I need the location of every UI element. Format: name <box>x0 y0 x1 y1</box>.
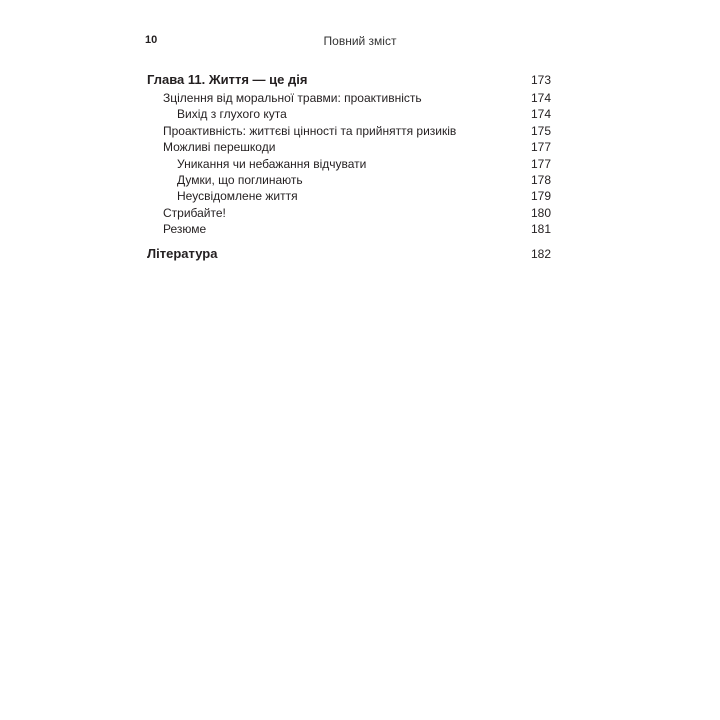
toc-chapter-row <box>147 70 551 90</box>
toc-page-number: 174 <box>530 107 551 122</box>
toc-entry <box>147 205 551 221</box>
toc-entry-title: Думки, що поглинають <box>177 172 303 187</box>
toc-page-number: 179 <box>530 189 551 204</box>
toc-page-number: 181 <box>530 222 551 237</box>
table-of-contents <box>147 70 551 264</box>
toc-entry <box>147 90 551 106</box>
toc-literature-row <box>147 244 551 264</box>
toc-page-number: 177 <box>530 140 551 155</box>
toc-entry <box>147 156 551 172</box>
toc-page-number: 174 <box>530 91 551 105</box>
toc-entry <box>147 188 551 204</box>
toc-entry-title: Можливі перешкоди <box>163 140 276 155</box>
toc-literature-title: Література <box>147 245 218 261</box>
toc-entry-title: Проактивність: життєві цінності та прийняття ризиків <box>163 123 457 138</box>
page-number: 10 <box>145 34 158 46</box>
toc-entry <box>147 172 551 188</box>
toc-page-number: 173 <box>530 73 551 87</box>
toc-entry-title: Зцілення від моральної травми: проактивність <box>163 91 422 105</box>
toc-entry-title: Резюме <box>163 222 207 237</box>
toc-page-number: 180 <box>530 205 551 220</box>
toc-page-number: 178 <box>530 172 551 187</box>
toc-entry-title: Стрибайте! <box>163 205 226 220</box>
toc-entry-title: Неусвідомлене життя <box>177 189 298 204</box>
toc-chapter-title: Глава 11. Життя — це дія <box>147 72 308 87</box>
toc-page-number: 177 <box>530 156 551 171</box>
toc-entry <box>147 139 551 155</box>
toc-page-number: 182 <box>530 246 551 261</box>
running-head: Повний зміст <box>323 34 397 48</box>
toc-entry-title: Уникання чи небажання відчувати <box>177 156 367 171</box>
toc-page-number: 175 <box>530 123 551 138</box>
toc-entry-title: Вихід з глухого кута <box>177 107 287 122</box>
toc-entry <box>147 123 551 139</box>
toc-entry <box>147 221 551 237</box>
toc-entry <box>147 106 551 122</box>
